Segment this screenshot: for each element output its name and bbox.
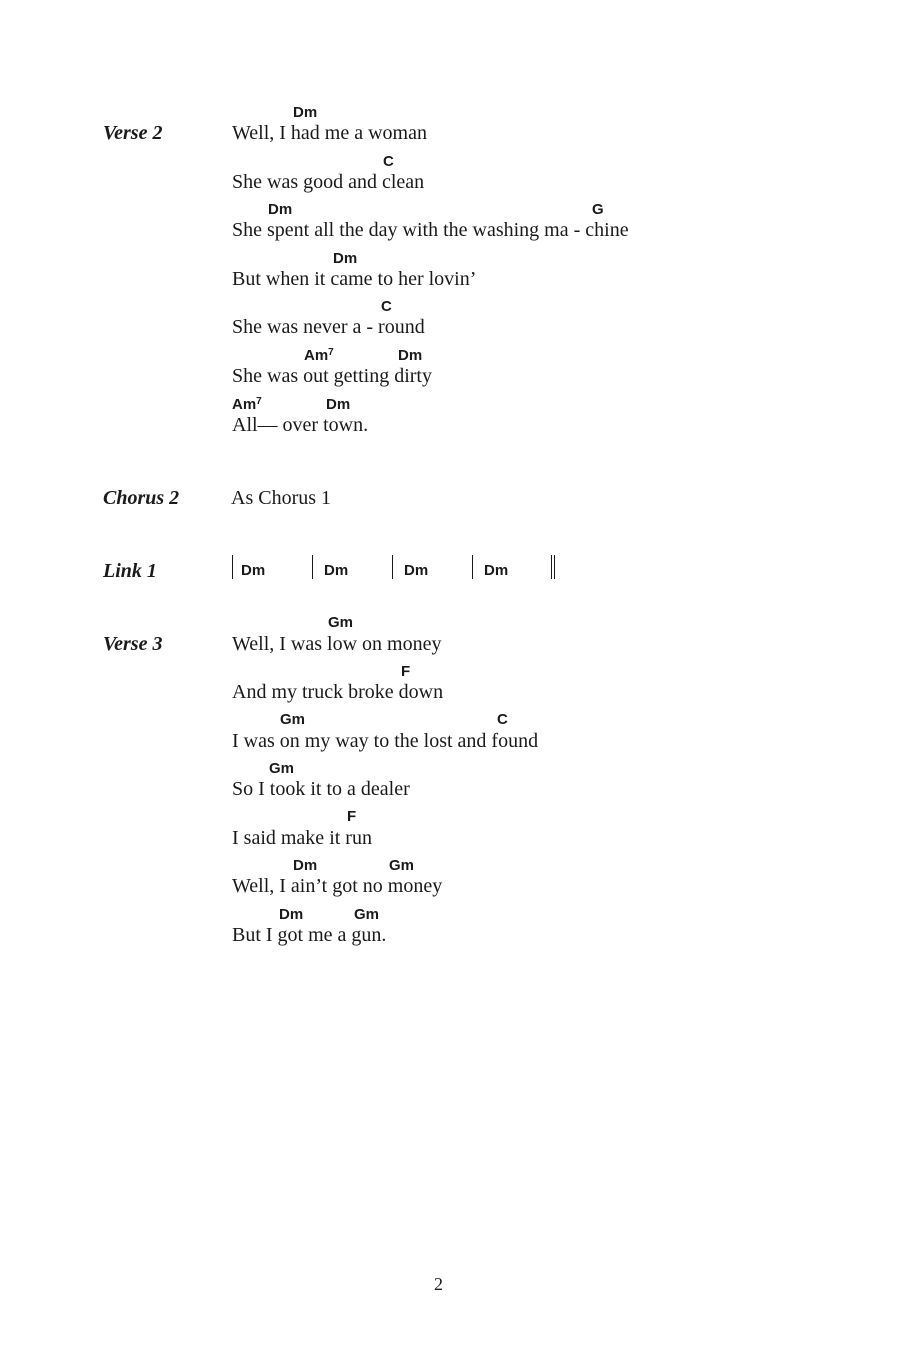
double-bar-line xyxy=(551,555,555,579)
chord-label: Dm xyxy=(293,857,318,874)
chord-label: F xyxy=(401,663,411,680)
lyric-line: All— over town. xyxy=(232,414,369,436)
chord-label: Gm xyxy=(389,857,415,874)
chord-label: C xyxy=(383,153,394,170)
lyric-line: But I got me a gun. xyxy=(232,924,387,946)
lyric-line: Well, I ain’t got no money xyxy=(232,875,443,897)
lyric-line: And my truck broke down xyxy=(232,681,444,703)
lyric-line: She was never a - round xyxy=(232,316,425,338)
page-number: 2 xyxy=(434,1274,443,1294)
chord-label: Dm xyxy=(398,347,423,364)
chord-label: Dm xyxy=(326,396,351,413)
chord-label: Dm xyxy=(293,104,318,121)
lyric-line: Well, I had me a woman xyxy=(232,122,427,144)
link-bar-chord: Dm xyxy=(241,562,266,579)
link-bar-chord: Dm xyxy=(404,562,429,579)
bar-line xyxy=(232,555,233,579)
chord-label: Gm xyxy=(328,614,354,631)
chord-label: Dm xyxy=(279,906,304,923)
lyric-line: I was on my way to the lost and found xyxy=(232,730,539,752)
bar-line xyxy=(312,555,313,579)
lyric-line: Well, I was low on money xyxy=(232,633,442,655)
section-label-verse-3: Verse 3 xyxy=(103,633,163,655)
chord-label: Gm xyxy=(354,906,380,923)
bar-line xyxy=(472,555,473,579)
chord-label: F xyxy=(347,808,357,825)
section-label-verse-2: Verse 2 xyxy=(103,122,163,144)
chord-label: G xyxy=(592,201,604,218)
section-label-link-1: Link 1 xyxy=(103,560,157,582)
lyric-line: She was out getting dirty xyxy=(232,365,432,387)
chord-label: C xyxy=(381,298,392,315)
chord-label: Gm xyxy=(269,760,295,777)
lyric-line: She was good and clean xyxy=(232,171,425,193)
bar-line xyxy=(392,555,393,579)
link-bar-chord: Dm xyxy=(484,562,509,579)
link-bar-chord: Dm xyxy=(324,562,349,579)
chord-label: Dm xyxy=(268,201,293,218)
chorus-reference: As Chorus 1 xyxy=(231,487,332,509)
lyric-line: But when it came to her lovin’ xyxy=(232,268,477,290)
chord-label: Gm xyxy=(280,711,306,728)
lyric-line: I said make it run xyxy=(232,827,372,849)
section-label-chorus-2: Chorus 2 xyxy=(103,487,180,509)
lyric-line: So I took it to a dealer xyxy=(232,778,410,800)
chord-label: C xyxy=(497,711,508,728)
chord-label: Am$^7$ xyxy=(304,347,334,364)
lyric-line: She spent all the day with the washing ma - chine xyxy=(232,219,629,241)
chord-label: Dm xyxy=(333,250,358,267)
chord-label: Am$^7$ xyxy=(232,396,262,413)
